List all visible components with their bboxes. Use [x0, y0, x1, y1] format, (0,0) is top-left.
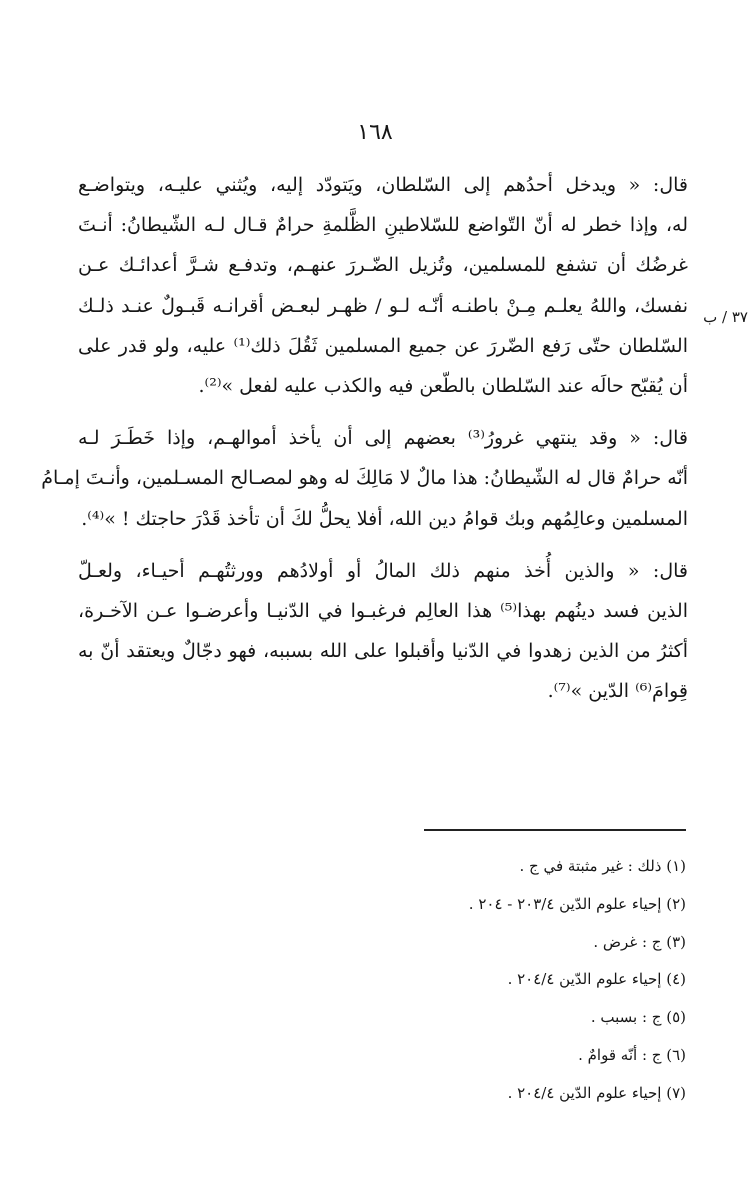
- text-line: قال: « ويدخل أحدُهم إلى السّلطان، ويَتودّد إليه، ويُثني عليـه، ويتواضـع: [78, 174, 689, 196]
- page-number: ١٦٨: [357, 120, 393, 145]
- footnote: (٧) إحياء علوم الدّين ٢٠٤/٤ .: [507, 1083, 686, 1102]
- footnote: (١) ذلك : غير مثبتة في ج .: [519, 857, 686, 875]
- footnote: (٥) ج : بسبب .: [590, 1008, 686, 1027]
- footnote: (٣) ج : غرض .: [593, 932, 686, 951]
- paragraph: [41, 418, 688, 539]
- text-line: نفسك، واللهُ يعلـم مِـنْ باطنـه أنّـه لـو / ظهـر لبعـض أقرانـه قَبـولٌ عنـد ذلـك: [78, 294, 688, 317]
- text-line: أكثرُ من الذين زهدوا في الدّنيا وأقبلوا على الله بسببه، فهو دجّالٌ ويعتقد أنّ به: [78, 640, 688, 663]
- manuscript-folio-marker: ٣٧ / ب: [703, 308, 748, 326]
- footnote: (٦) ج : أنّه قوامٌ .: [578, 1045, 686, 1064]
- footnote: (٢) إحياء علوم الدّين ٢٠٣/٤ - ٢٠٤ .: [468, 894, 686, 913]
- text-line: قال: « وقد ينتهي غرورُ⁽³⁾ بعضهم إلى أن يأخذ أموالهـم، وإذا خَطَـرَ لـه: [78, 427, 688, 450]
- paragraph: [78, 165, 688, 406]
- footnote-divider: [424, 829, 686, 831]
- text-line: له، وإذا خطر له أنّ التّواضع للسّلاطينِ الظَّلمةِ حرامٌ قـال لـه الشّيطانُ: أنـتَ: [78, 214, 688, 237]
- text-line: السّلطان حتّى رَفع الضّررَ عن جميع المسلمين ثَقُلَ ذلك⁽¹⁾ عليه، ولو قدر على: [78, 334, 688, 357]
- text-line: قال: « والذين أُخذ منهم ذلك المالُ أو أولادُهم وورثتُهـم أحيـاء، ولعـلّ: [78, 559, 688, 582]
- footnote: (٤) إحياء علوم الدّين ٢٠٤/٤ .: [507, 970, 686, 989]
- text-line: أنّه حرامٌ قال له الشّيطانُ: هذا مالٌ لا مَالِكَ له وهو لمصـالح المسـلمين، وأنـتَ إمـامُ: [41, 467, 688, 490]
- text-line: المسلمين وعالِمُهم وبك قوامُ دين الله، أفلا يحلُّ لكَ أن تأخذ قَدْرَ حاجتك ! »⁽⁴⁾.: [81, 507, 688, 530]
- footnotes-list: [300, 848, 686, 1113]
- text-line: قِوامَ⁽⁶⁾ الدّين »⁽⁷⁾.: [547, 680, 688, 703]
- paragraph: [78, 551, 688, 712]
- main-text: [41, 165, 689, 712]
- text-line: الذين فسد دينُهم بهذا⁽⁵⁾ هذا العالِم فرغبـوا في الدّنيـا وأعرضـوا عـن الآخـرة،: [78, 600, 688, 623]
- text-line: أن يُقبّح حالَه عند السّلطان بالطّعن فيه والكذب عليه لفعل »⁽²⁾.: [198, 375, 688, 398]
- text-line: غرضُك أن تشفع للمسلمين، وتُزيل الضّـررَ عنهـم، وتدفـع شـرَّ أعدائـك عـن: [78, 254, 688, 277]
